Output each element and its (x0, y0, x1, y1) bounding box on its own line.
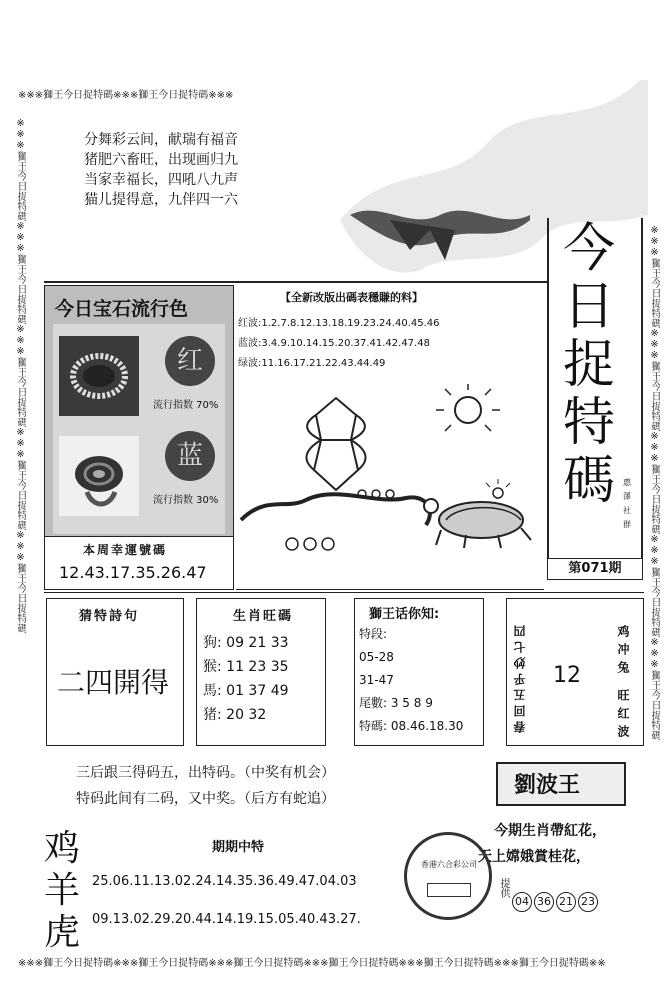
zodiac-row: 猪: 20 32 (203, 707, 267, 723)
hint-line: 三后跟三得码五，出特码。（中奖有机会） (76, 765, 335, 781)
sketch-drawing (236, 380, 544, 585)
title-sub-char: 澤 (623, 492, 631, 501)
lion-row: 尾數: 3 5 8 9 (359, 696, 433, 710)
number-ball: 04 (512, 892, 532, 912)
riddle-right: 旺红波 (616, 689, 630, 743)
wave-king-panel (478, 754, 644, 942)
title-char: 碼 (563, 451, 616, 511)
number-ball: 23 (578, 892, 598, 912)
ball-row (512, 890, 600, 912)
wave-panel (236, 285, 544, 590)
provide-label: 提供 (498, 878, 509, 898)
lucky-numbers: 12.43.17.35.26.47 (59, 563, 207, 582)
riddle-number: 12 (553, 663, 581, 688)
title-sub (623, 476, 633, 532)
ring-image (59, 436, 139, 516)
lion-row: 05-28 (359, 650, 394, 664)
wave-king-title: 劉波王 (514, 772, 581, 798)
lion-row: 31-47 (359, 673, 394, 687)
zodiac-title: 生肖旺碼 (233, 609, 294, 624)
poem-line: 猪肥六畜旺，出现画归九 (84, 152, 238, 168)
hint-lines (76, 760, 335, 812)
zodiac-animals (44, 828, 84, 954)
right-side-strip: ※※※獅王今日捉特碼※※※獅王今日捉特碼※※※獅王今日捉特碼※※※獅王今日捉特碼※※※獅王今日捉特碼 (649, 225, 660, 740)
top-banner: ※※※獅王今日捉特碼※※※獅王今日捉特碼※※※ (18, 90, 234, 101)
lucky-box (45, 536, 233, 589)
animal-char: 鸡 (44, 828, 81, 869)
poem-guess-answer: 二四開得 (57, 666, 170, 699)
poem-line: 当家幸福长，四吼八九声 (84, 172, 238, 188)
blue-wave: 蓝波:3.4.9.10.14.15.20.37.41.42.47.48 (238, 338, 430, 349)
number-ball: 21 (556, 892, 576, 912)
bracelet-image (59, 336, 139, 416)
gem-panel (44, 285, 234, 590)
poem-line: 猫儿提得意，九伴四一六 (84, 192, 238, 208)
poem-line: 分舞彩云间，献瑞有福音 (84, 132, 238, 148)
title-sub-char: 社 (623, 506, 631, 515)
special-row: 09.13.02.29.20.44.14.19.15.05.40.43.27. (92, 912, 361, 927)
number-ball: 36 (534, 892, 554, 912)
title-sub-char: 群 (623, 520, 631, 529)
wave-title: 【全新改版出碼表穩賺的料】 (280, 291, 423, 304)
popularity-index: 流行指数 70% (153, 400, 219, 411)
zodiac-row: 馬: 01 37 49 (203, 683, 289, 699)
title-char: 捉 (563, 335, 616, 395)
divider (44, 592, 644, 593)
title-char: 日 (563, 277, 616, 337)
poem-guess-title: 猜特詩句 (79, 609, 140, 624)
red-wave: 红波:1.2.7.8.12.13.18.19.23.24.40.45.46 (238, 318, 440, 329)
title-char: 今 (563, 219, 616, 279)
lion-title: 獅王话你知: (369, 607, 440, 622)
wave-king-line: 天上嫦娥賞桂花， (478, 849, 590, 865)
title-sub-char: 惠 (623, 478, 631, 487)
lucky-label: 本周幸運號碼 (83, 543, 168, 557)
bottom-banner: ※※※獅王今日捉特碼※※※獅王今日捉特碼※※※獅王今日捉特碼※※※獅王今日捉特碼※※※獅王今日捉特碼※※※獅王今日捉特碼※※ (18, 958, 606, 969)
special-title: 期期中特 (212, 840, 265, 855)
lion-list (359, 623, 463, 738)
special-row: 25.06.11.13.02.24.14.35.36.49.47.04.03 (92, 874, 357, 889)
company-stamp (404, 832, 492, 920)
popularity-index: 流行指数 30% (153, 495, 219, 506)
hint-line: 特码此间有二码，又中奖。（后方有蛇追） (76, 791, 335, 807)
lion-row: 特碼: 08.46.18.30 (359, 719, 464, 733)
green-wave: 绿波:11.16.17.21.22.43.44.49 (238, 358, 386, 369)
red-circle: 红 (165, 336, 215, 386)
lion-row: 特段: (359, 627, 388, 641)
lion-box (354, 598, 484, 746)
blue-circle: 蓝 (165, 431, 215, 481)
zodiac-row: 狗: 09 21 33 (203, 635, 289, 651)
issue-number: 第071期 (547, 558, 643, 580)
wave-king-line: 今期生肖帶紅花， (494, 823, 606, 839)
stamp-text: 香港六合彩公司 (421, 860, 477, 869)
poem (84, 130, 238, 210)
animal-char: 羊 (44, 870, 81, 911)
zodiac-list (203, 631, 289, 727)
title-char: 特 (563, 393, 616, 453)
gem-title: 今日宝石流行色 (55, 298, 189, 320)
stamp-inner (427, 883, 471, 897)
riddle-right: 鸡冲兔 (616, 625, 630, 679)
left-side-strip: ※※※獅王今日捉特碼※※※獅王今日捉特碼※※※獅王今日捉特碼※※※獅王今日捉特碼※※※獅王今日捉特碼 (15, 118, 26, 633)
title-column (547, 218, 643, 580)
poem-guess-box (46, 598, 184, 746)
divider (44, 281, 549, 283)
riddle-box (506, 598, 644, 746)
animal-char: 虎 (44, 912, 81, 953)
zodiac-box (196, 598, 326, 746)
zodiac-row: 猴: 11 23 35 (203, 659, 289, 675)
riddle-left: 春回五乎妙七四 (513, 621, 527, 733)
